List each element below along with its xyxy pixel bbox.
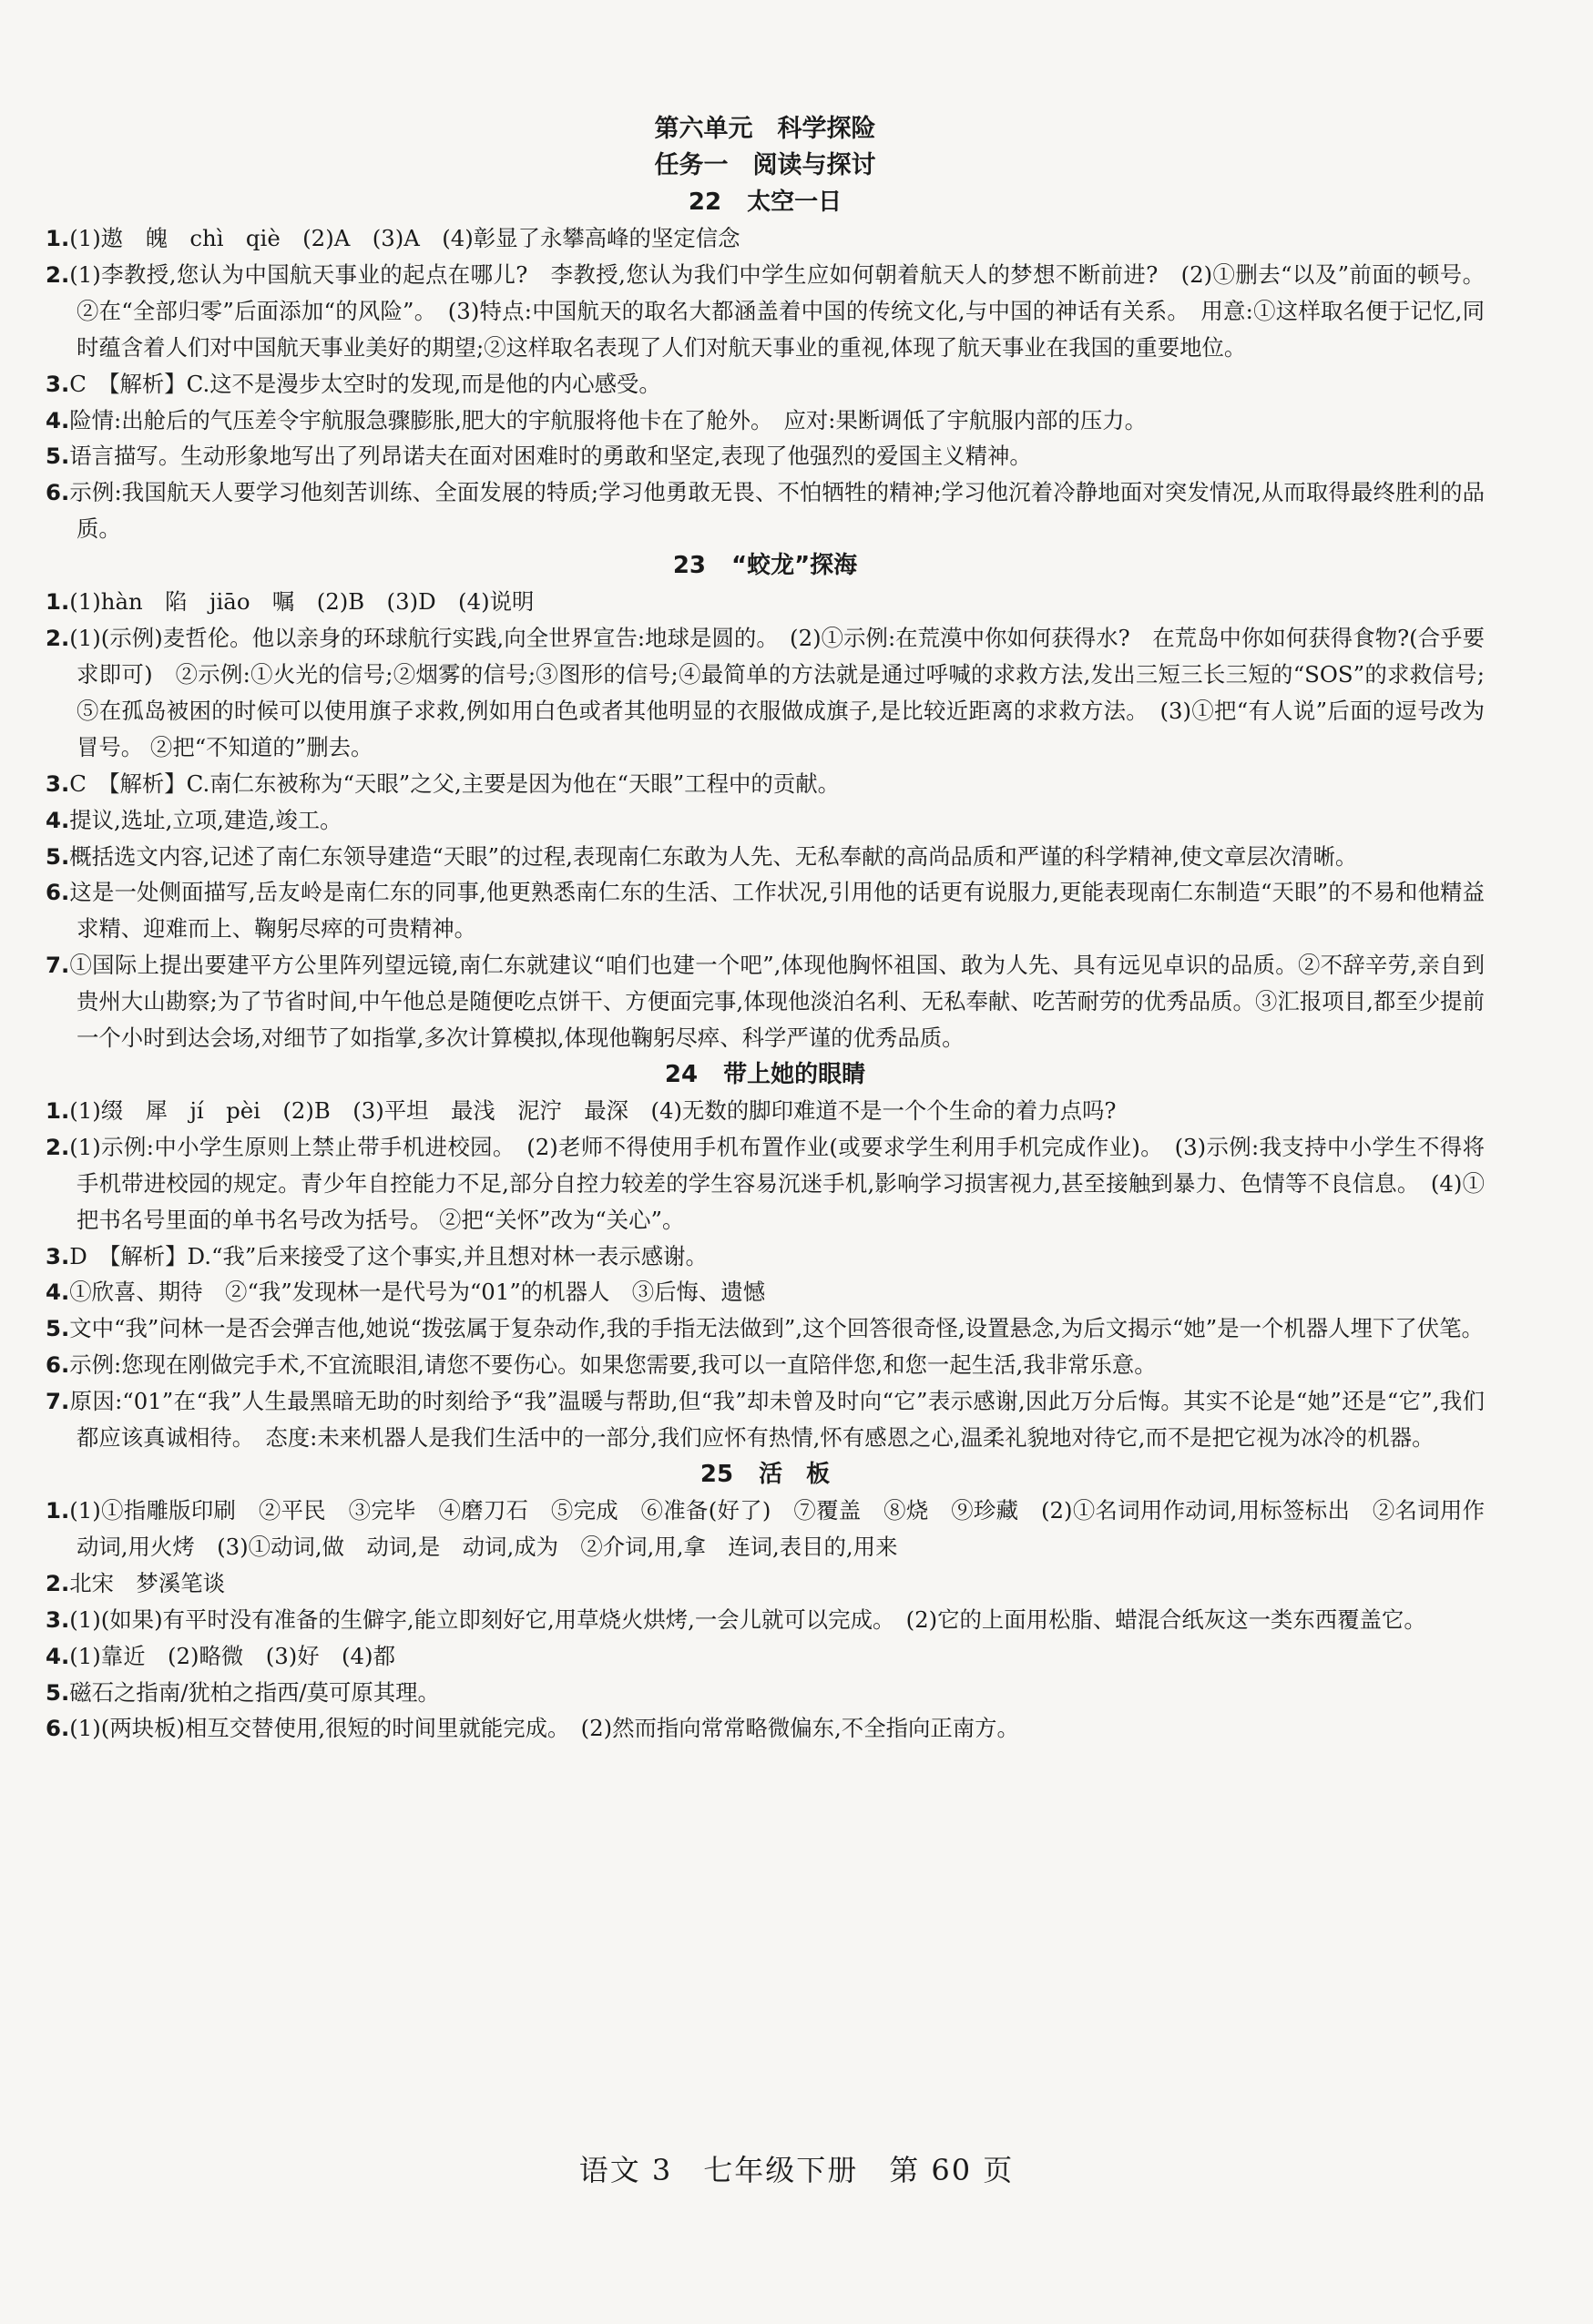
answer-item <box>46 874 1485 947</box>
answer-item <box>46 1602 1485 1638</box>
answer-text: ①欣喜、期待 ②“我”发现林一是代号为“01”的机器人 ③后悔、遗憾 <box>69 1279 766 1306</box>
answer-text: (1)李教授,您认为中国航天事业的起点在哪儿? 李教授,您认为我们中学生应如何朝着航天人的梦想不断前进? (2)①删去“以及”前面的顿号。 ②在“全部归零”后面添加“的风险”。 (3)特点:中国航天的取名大都涵盖着中国的传统文化,与中国的神话有关系。 用意:①这样取名便于记忆,同时蕴含着人们对中国航天事业美好的期望;②这样取名表现了人们对航天事业的重视,体现了航天事业在我国的重要地位。 <box>69 260 1485 361</box>
answer-text: (1)遨 魄 chì qiè (2)A (3)A (4)彰显了永攀高峰的坚定信念 <box>69 225 740 251</box>
answer-number: 1. <box>46 1096 70 1124</box>
answer-item <box>46 366 1485 403</box>
answer-text: 概括选文内容,记述了南仁东领导建造“天眼”的过程,表现南仁东敢为人先、无私奉献的高尚品质和严谨的科学精神,使文章层次清晰。 <box>69 842 1358 870</box>
answer-number: 5. <box>46 443 70 470</box>
answer-item <box>46 1493 1485 1565</box>
answer-number: 2. <box>46 625 70 652</box>
answer-text: 语言描写。生动形象地写出了列昂诺夫在面对困难时的勇敢和坚定,表现了他强烈的爱国主义精神。 <box>69 443 1032 470</box>
section-name: 活 板 <box>759 1461 831 1488</box>
answer-item <box>46 766 1485 802</box>
answer-number: 6. <box>46 879 70 906</box>
answer-number: 3. <box>46 1605 70 1633</box>
section-name: “蛟龙”探海 <box>731 552 858 580</box>
unit-title: 第六单元 科学探险 <box>654 115 876 143</box>
section-name: 太空一日 <box>747 189 842 216</box>
answer-number: 5. <box>46 1678 70 1706</box>
answer-text: 示例:我国航天人要学习他刻苦训练、全面发展的特质;学习他勇敢无畏、不怕牺牲的精神;学习他沉着冷静地面对突发情况,从而取得最终胜利的品质。 <box>69 479 1485 543</box>
answer-text: 这是一处侧面描写,岳友岭是南仁东的同事,他更熟悉南仁东的生活、工作状况,引用他的话更有说服力,更能表现南仁东制造“天眼”的不易和他精益求精、迎难而上、鞠躬尽瘁的可贵精神。 <box>69 879 1485 943</box>
answer-number: 4. <box>46 406 70 433</box>
page-content <box>46 111 1485 1747</box>
answer-number: 2. <box>46 1133 70 1160</box>
answer-item <box>46 438 1485 474</box>
answer-item <box>46 1238 1485 1275</box>
answer-text: (1)(如果)有平时没有准备的生僻字,能立即刻好它,用草烧火烘烤,一会儿就可以完成。 (2)它的上面用松脂、蜡混合纸灰这一类东西覆盖它。 <box>69 1605 1426 1633</box>
answer-number: 1. <box>46 225 70 251</box>
answer-number: 1. <box>46 1497 70 1524</box>
answer-number: 4. <box>46 1642 70 1669</box>
answer-number: 5. <box>46 1315 70 1342</box>
answer-number: 2. <box>46 1569 70 1596</box>
answer-number: 3. <box>46 370 70 397</box>
answer-text: 示例:您现在刚做完手术,不宜流眼泪,请您不要伤心。如果您需要,我可以一直陪伴您,和您一起生活,我非常乐意。 <box>69 1351 1157 1379</box>
answer-item <box>46 403 1485 439</box>
section-number: 24 <box>664 1060 699 1088</box>
answer-item <box>46 1129 1485 1238</box>
answer-item <box>46 584 1485 620</box>
answer-item <box>46 947 1485 1056</box>
answer-number: 5. <box>46 842 70 870</box>
answer-item <box>46 220 1485 257</box>
section-number: 25 <box>699 1461 734 1488</box>
answer-number: 6. <box>46 479 70 506</box>
answer-number: 1. <box>46 588 70 616</box>
answer-item <box>46 1347 1485 1383</box>
answer-item <box>46 257 1485 366</box>
answer-text: (1)缀 犀 jí pèi (2)B (3)平坦 最浅 泥泞 最深 (4)无数的脚印难道不是一个个生命的着力点吗? <box>69 1096 1117 1124</box>
answer-text: (1)靠近 (2)略微 (3)好 (4)都 <box>69 1642 395 1669</box>
answer-item <box>46 1383 1485 1456</box>
answer-item <box>46 1274 1485 1310</box>
answer-text: (1)(示例)麦哲伦。他以亲身的环球航行实践,向全世界宣告:地球是圆的。 (2)①示例:在荒漠中你如何获得水? 在荒岛中你如何获得食物?(合乎要求即可) ②示例:①火光的信号;②烟雾的信号;③图形的信号;④最简单的方法就是通过呼喊的求救方法,发出三短三长三短的“SOS”的求救信号;⑤在孤岛被困的时候可以使用旗子求救,例如用白色或者其他明显的衣服做成旗子,是比较近距离的求救方法。 (3)①把“有人说”后面的逗号改为冒号。 ②把“不知道的”删去。 <box>69 625 1485 760</box>
answer-text: C 【解析】C.南仁东被称为“天眼”之父,主要是因为他在“天眼”工程中的贡献。 <box>69 770 840 797</box>
answer-text: 险情:出舱后的气压差令宇航服急骤膨胀,肥大的宇航服将他卡在了舱外。 应对:果断调低了宇航服内部的压力。 <box>69 406 1147 433</box>
section-number: 23 <box>672 552 706 580</box>
answer-number: 7. <box>46 1388 70 1415</box>
answer-number: 3. <box>46 1242 70 1269</box>
section-title <box>46 547 1485 584</box>
answer-number: 4. <box>46 1279 70 1306</box>
answer-number: 7. <box>46 952 70 979</box>
answer-item <box>46 1093 1485 1129</box>
answer-item <box>46 1310 1485 1347</box>
answer-item <box>46 839 1485 875</box>
answer-item <box>46 474 1485 547</box>
answer-number: 3. <box>46 770 70 797</box>
answer-text: 北宋 梦溪笔谈 <box>69 1569 225 1596</box>
answer-number: 6. <box>46 1351 70 1379</box>
answer-item <box>46 802 1485 839</box>
answer-text: 文中“我”问林一是否会弹吉他,她说“拨弦属于复杂动作,我的手指无法做到”,这个回答很奇怪,设置悬念,为后文揭示“她”是一个机器人埋下了伏笔。 <box>69 1315 1484 1342</box>
answer-text: (1)示例:中小学生原则上禁止带手机进校园。 (2)老师不得使用手机布置作业(或要求学生利用手机完成作业)。 (3)示例:我支持中小学生不得将手机带进校园的规定。青少年自控能力不足,部分自控力较差的学生容易沉迷手机,影响学习损害视力,甚至接触到暴力、色情等不良信息。 (4)①把书名号里面的单书名号改为括号。 ②把“关怀”改为“关心”。 <box>69 1133 1485 1233</box>
answer-item <box>46 620 1485 766</box>
task-title: 任务一 阅读与探讨 <box>654 151 876 179</box>
answer-text: C 【解析】C.这不是漫步太空时的发现,而是他的内心感受。 <box>69 370 661 397</box>
page-footer: 语文 3 七年级下册 第 60 页 <box>578 2153 1015 2187</box>
section-title <box>46 1456 1485 1493</box>
answer-item <box>46 1675 1485 1711</box>
answer-number: 4. <box>46 806 70 833</box>
sections <box>46 184 1485 1747</box>
section-number: 22 <box>688 189 722 216</box>
answer-text: ①国际上提出要建平方公里阵列望远镜,南仁东就建议“咱们也建一个吧”,体现他胸怀祖国、敢为人先、具有远见卓识的品质。②不辞辛劳,亲自到贵州大山勘察;为了节省时间,中午他总是随便吃点饼干、方便面完事,体现他淡泊名利、无私奉献、吃苦耐劳的优秀品质。③汇报项目,都至少提前一个小时到达会场,对细节了如指掌,多次计算模拟,体现他鞠躬尽瘁、科学严谨的优秀品质。 <box>69 952 1485 1052</box>
answer-text: (1)①指雕版印刷 ②平民 ③完毕 ④磨刀石 ⑤完成 ⑥准备(好了) ⑦覆盖 ⑧烧 ⑨珍藏 (2)①名词用作动词,用标签标出 ②名词用作动词,用火烤 (3)①动词,做 动词,是 动词,成为 ②介词,用,拿 连词,表目的,用来 <box>69 1497 1485 1560</box>
answer-number: 6. <box>46 1715 70 1742</box>
answer-text: D 【解析】D.“我”后来接受了这个事实,并且想对林一表示感谢。 <box>69 1242 708 1269</box>
answer-text: (1)hàn 陷 jiāo 嘱 (2)B (3)D (4)说明 <box>69 588 535 616</box>
section-title <box>46 1056 1485 1093</box>
section-name: 带上她的眼睛 <box>723 1060 866 1088</box>
answer-number: 2. <box>46 260 70 288</box>
section-title <box>46 184 1485 220</box>
answer-text: 原因:“01”在“我”人生最黑暗无助的时刻给予“我”温暖与帮助,但“我”却未曾及时向“它”表示感谢,因此万分后悔。其实不论是“她”还是“它”,我们都应该真诚相待。 态度:未来机器人是我们生活中的一部分,我们应怀有热情,怀有感恩之心,温柔礼貌地对待它,而不是把它视为冰冷的机器。 <box>69 1388 1485 1452</box>
answer-text: 提议,选址,立项,建造,竣工。 <box>69 806 342 833</box>
answer-item <box>46 1565 1485 1602</box>
answer-item <box>46 1710 1485 1747</box>
answer-text: (1)(两块板)相互交替使用,很短的时间里就能完成。 (2)然而指向常常略微偏东,不全指向正南方。 <box>69 1715 1019 1742</box>
answer-text: 磁石之指南/犹柏之指西/莫可原其理。 <box>69 1678 440 1706</box>
answer-item <box>46 1638 1485 1675</box>
